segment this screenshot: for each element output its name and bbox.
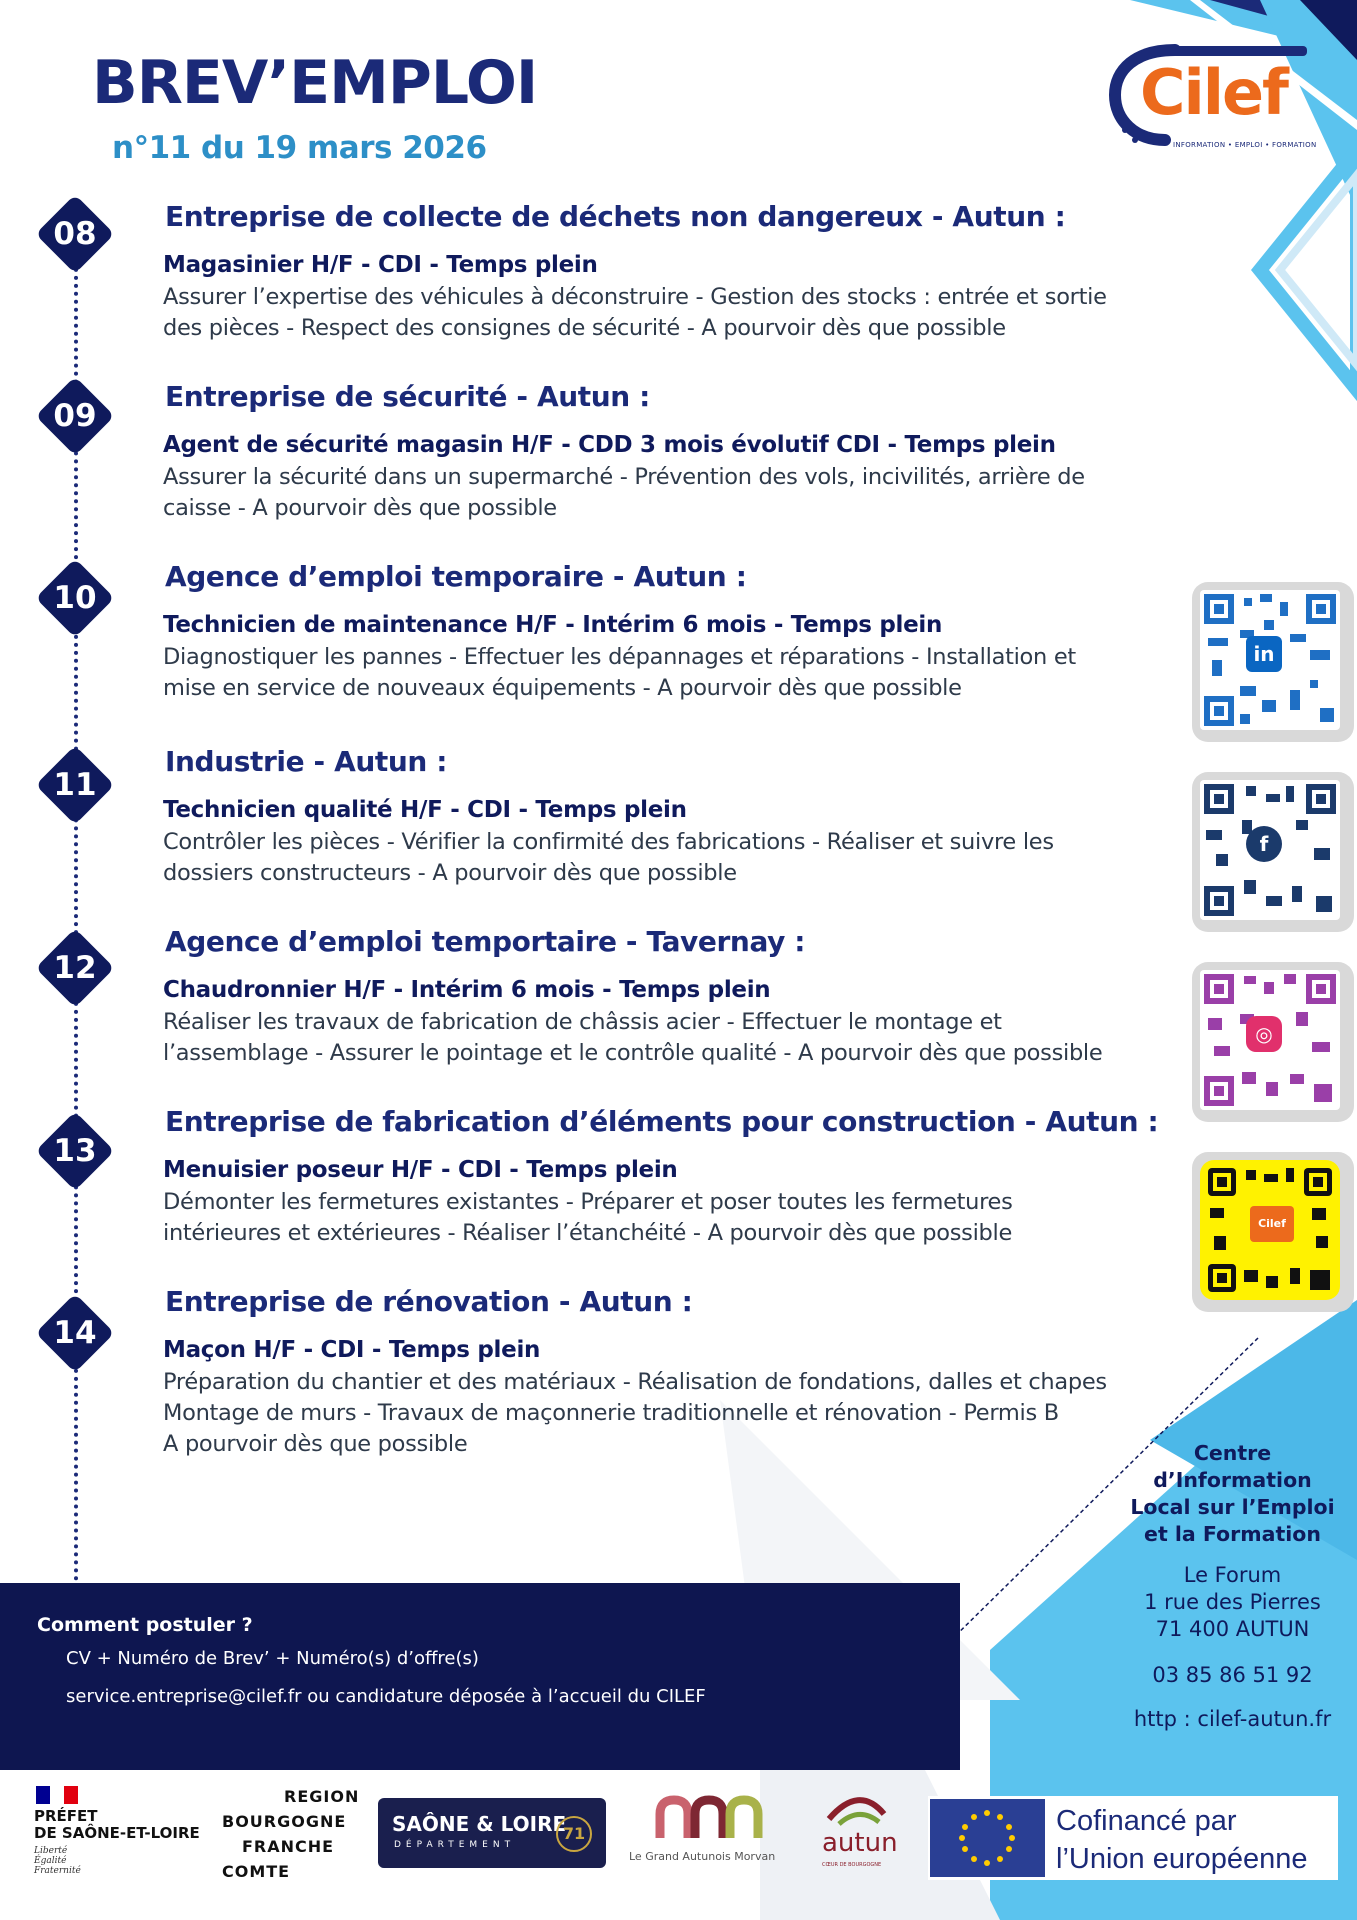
linkedin-qr-code[interactable] — [1192, 582, 1354, 742]
offer-job-title: Technicien qualité H/F - CDI - Temps plein — [163, 797, 687, 823]
offer-company: Agence d’emploi temportaire - Tavernay : — [165, 925, 806, 958]
apply-instructions: CV + Numéro de Brev’ + Numéro(s) d’offre(s) — [66, 1648, 479, 1669]
offer-description: Diagnostiquer les pannes - Effectuer les dépannages et réparations - Installation et mise en service de nouveaux équipements - A pourvoir dès que possible — [163, 644, 1076, 701]
snapchat-qr-code[interactable] — [1192, 1152, 1354, 1312]
page-title: BREV’EMPLOI — [92, 48, 538, 118]
offer-company: Entreprise de sécurité - Autun : — [165, 380, 650, 413]
offer-job-title: Chaudronnier H/F - Intérim 6 mois - Temps plein — [163, 977, 771, 1003]
offer-description: Assurer la sécurité dans un supermarché - Prévention des vols, incivilités, arrière de caisse - A pourvoir dès que possible — [163, 464, 1085, 521]
eu-logo — [928, 1796, 1338, 1880]
offer-job-title: Maçon H/F - CDI - Temps plein — [163, 1337, 541, 1363]
prefet-motto: Liberté Égalité Fraternité — [34, 1846, 81, 1876]
centre-website-link[interactable]: http : cilef-autun.fr — [1133, 1707, 1332, 1731]
saone-et-loire-logo: SAÔNE & LOIRE DÉPARTEMENT 71 — [378, 1798, 606, 1868]
offer-job-title: Technicien de maintenance H/F - Intérim 6 mois - Temps plein — [163, 612, 943, 638]
marianne-flag-icon — [36, 1786, 78, 1804]
offer-description: Démonter les fermetures existantes - Préparer et poser toutes les fermetures intérieures et extérieures - Réaliser l’étanchéité - A pourvoir dès que possible — [163, 1189, 1013, 1246]
offer-company: Entreprise de fabrication d’éléments pour construction - Autun : — [165, 1105, 1159, 1138]
offer-description: Contrôler les pièces - Vérifier la confirmité des fabrications - Réaliser et suivre les dossiers constructeurs - A pourvoir dès que possible — [163, 829, 1054, 886]
apply-email[interactable]: service.entreprise@cilef.fr ou candidature déposée à l’accueil du CILEF — [66, 1686, 706, 1707]
offer-number-badge: 11 — [37, 747, 113, 823]
linkedin-icon: in — [1246, 636, 1282, 672]
eu-cofinance-text: Cofinancé par l’Union européenne — [1056, 1805, 1308, 1875]
centre-name: Centre d’Information Local sur l’Emploi et la Formation — [1130, 1441, 1335, 1546]
offer-description: Préparation du chantier et des matériaux - Réalisation de fondations, dalles et chapes Montage de murs - Travaux de maçonnerie traditionnelle et rénovation - Permis B A pourvoir dès que possible — [163, 1369, 1107, 1457]
offer-company: Entreprise de rénovation - Autun : — [165, 1285, 693, 1318]
cilef-logo-wordmark: Cilef — [1140, 56, 1288, 129]
offer-description: Réaliser les travaux de fabrication de châssis acier - Effectuer le montage et l’assemblage - Assurer le pointage et le contrôle qualité - A pourvoir dès que possible — [163, 1009, 1103, 1066]
offer-description: Assurer l’expertise des véhicules à déconstruire - Gestion des stocks : entrée et sortie des pièces - Respect des consignes de sécurité - A pourvoir dès que possible — [163, 284, 1107, 341]
offer-number-badge: 09 — [37, 378, 113, 454]
issue-subtitle: n°11 du 19 mars 2026 — [112, 130, 487, 166]
apply-band — [0, 1583, 960, 1770]
offer-number-badge: 14 — [37, 1295, 113, 1371]
offer-job-title: Magasinier H/F - CDI - Temps plein — [163, 252, 598, 278]
offer-number-badge: 13 — [37, 1113, 113, 1189]
facebook-qr-code[interactable] — [1192, 772, 1354, 932]
offer-company: Entreprise de collecte de déchets non dangereux - Autun : — [165, 200, 1066, 233]
offer-company: Agence d’emploi temporaire - Autun : — [165, 560, 747, 593]
offer-company: Industrie - Autun : — [165, 745, 448, 778]
cilef-logo-tagline: INFORMATION • EMPLOI • FORMATION — [1173, 141, 1317, 149]
region-bfc-logo: REGION BOURGOGNE FRANCHE COMTE — [222, 1787, 360, 1881]
offer-number-badge: 08 — [37, 196, 113, 272]
grand-autunois-logo: Le Grand Autunois Morvan — [625, 1786, 795, 1876]
offer-number-badge: 10 — [37, 560, 113, 636]
eu-flag-icon — [930, 1799, 1045, 1877]
facebook-icon: f — [1246, 826, 1282, 862]
apply-title: Comment postuler ? — [37, 1614, 253, 1636]
partner-logos — [0, 1770, 1357, 1920]
centre-address: Le Forum 1 rue des Pierres 71 400 AUTUN — [1144, 1563, 1321, 1641]
instagram-qr-code[interactable] — [1192, 962, 1354, 1122]
offer-job-title: Menuisier poseur H/F - CDI - Temps plein — [163, 1157, 678, 1183]
centre-phone[interactable]: 03 85 86 51 92 — [1152, 1663, 1313, 1687]
cilef-mini-logo-icon: Cilef — [1250, 1206, 1294, 1242]
prefet-logo: PRÉFET DE SAÔNE-ET-LOIRE — [34, 1807, 200, 1842]
offer-job-title: Agent de sécurité magasin H/F - CDD 3 mois évolutif CDI - Temps plein — [163, 432, 1056, 458]
instagram-icon: ◎ — [1246, 1016, 1282, 1052]
autun-logo: autun CŒUR DE BOURGOGNE — [818, 1784, 903, 1884]
offer-number-badge: 12 — [37, 930, 113, 1006]
